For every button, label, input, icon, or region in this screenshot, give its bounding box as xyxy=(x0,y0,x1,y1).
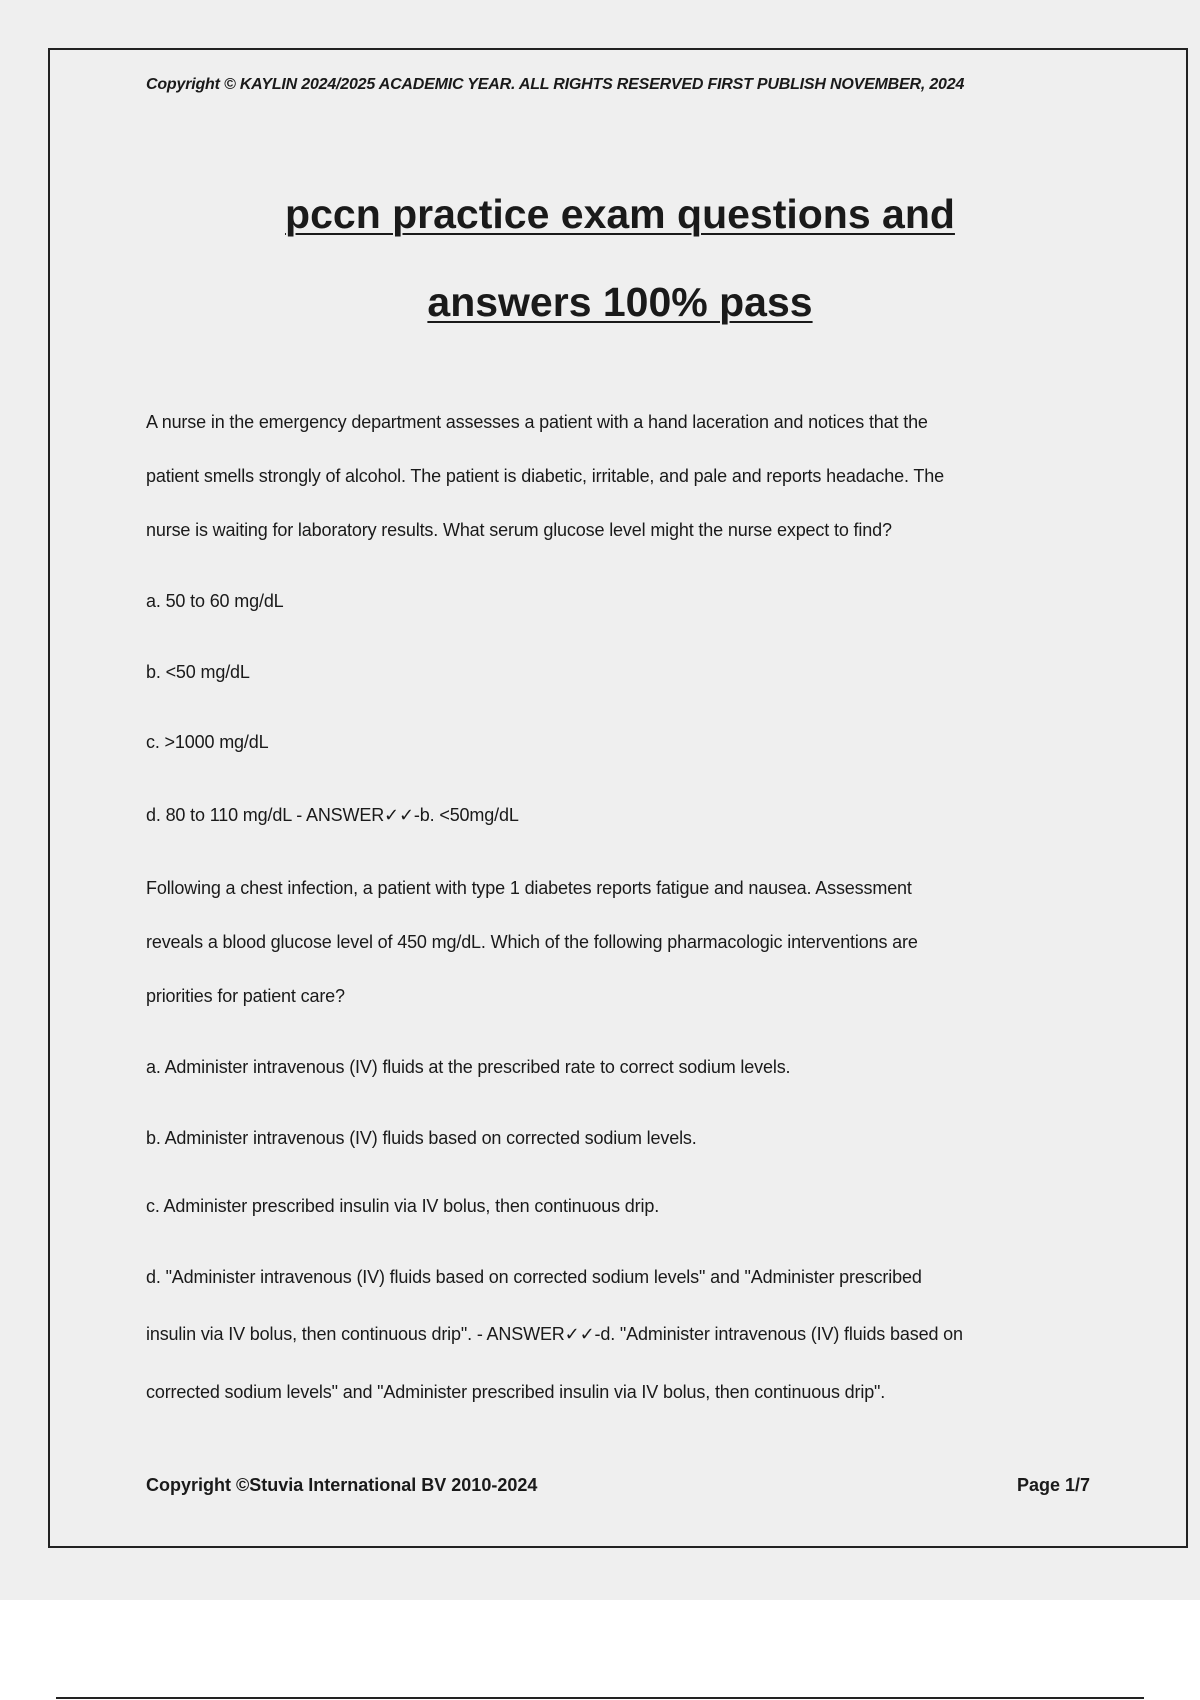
question-1-option-a: a. 50 to 60 mg/dL xyxy=(146,591,284,611)
question-1-option-c: c. >1000 mg/dL xyxy=(146,732,269,752)
title-line-2: answers 100% pass xyxy=(427,279,813,325)
page-number: Page 1/7 xyxy=(1016,1475,1090,1495)
document-page xyxy=(48,48,1188,1548)
page-divider xyxy=(56,1697,1144,1699)
question-2-option-c: c. Administer prescribed insulin via IV bolus, then continuous drip. xyxy=(146,1196,660,1216)
question-1-stem-line-3: nurse is waiting for laboratory results. What serum glucose level might the nurse expect to find? xyxy=(146,520,892,540)
question-2-stem-line-1: Following a chest infection, a patient with type 1 diabetes reports fatigue and nausea. Assessment xyxy=(146,878,912,898)
question-1-option-b: b. <50 mg/dL xyxy=(146,662,250,682)
question-2-option-a: a. Administer intravenous (IV) fluids at the prescribed rate to correct sodium levels. xyxy=(146,1057,791,1077)
question-1-stem-line-2: patient smells strongly of alcohol. The patient is diabetic, irritable, and pale and reports headache. The xyxy=(146,466,944,486)
question-2-answer-line-3: corrected sodium levels" and "Administer prescribed insulin via IV bolus, then continuous drip". xyxy=(146,1382,886,1402)
question-1-option-d-answer: d. 80 to 110 mg/dL - ANSWER✓✓-b. <50mg/dL xyxy=(146,805,519,825)
question-2-stem-line-3: priorities for patient care? xyxy=(146,986,345,1006)
header-copyright: Copyright © KAYLIN 2024/2025 ACADEMIC YEAR. ALL RIGHTS RESERVED FIRST PUBLISH NOVEMBER, 2024 xyxy=(146,76,965,93)
question-1-stem-line-1: A nurse in the emergency department assesses a patient with a hand laceration and notices that the xyxy=(146,412,928,432)
title-line-1: pccn practice exam questions and xyxy=(285,191,955,237)
question-2-stem-line-2: reveals a blood glucose level of 450 mg/dL. Which of the following pharmacologic interventions are xyxy=(146,932,918,952)
question-2-answer-line-2: insulin via IV bolus, then continuous drip". - ANSWER✓✓-d. "Administer intravenous (IV) fluids based on xyxy=(146,1324,963,1344)
page-title xyxy=(50,170,1190,346)
footer-copyright: Copyright ©Stuvia International BV 2010-2024 xyxy=(146,1475,538,1495)
question-2-option-b: b. Administer intravenous (IV) fluids based on corrected sodium levels. xyxy=(146,1128,697,1148)
question-2-answer-line-1: d. "Administer intravenous (IV) fluids based on corrected sodium levels" and "Administer prescribed xyxy=(146,1267,922,1287)
